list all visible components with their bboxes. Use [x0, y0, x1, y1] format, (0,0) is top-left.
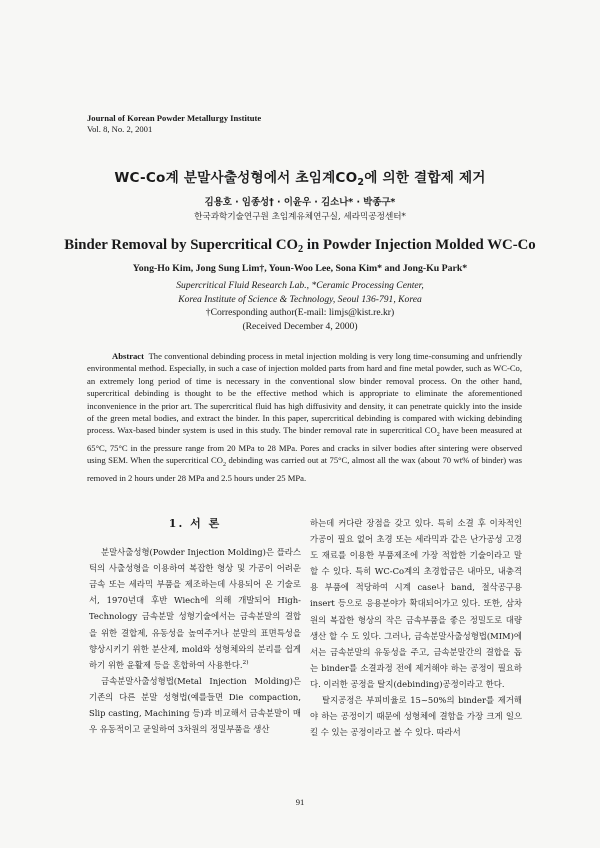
body-column-left — [89, 515, 301, 737]
english-title-pre: Binder Removal by Supercritical CO — [64, 237, 299, 253]
page-number: 91 — [295, 797, 305, 807]
korean-affiliation: 한국과학기술연구원 초임계유체연구실, 세라믹공정센터* — [194, 212, 406, 222]
english-title-sub: 2 — [298, 244, 304, 255]
abstract-heading: Abstract — [112, 351, 144, 361]
english-affiliation — [0, 279, 600, 333]
abstract-paragraph — [87, 350, 522, 484]
korean-authors: 김용호 · 임종성† · 이윤우 · 김소나* · 박종구* — [204, 197, 396, 208]
body-column-right — [310, 515, 522, 740]
abstract-text-1: The conventional debinding process in metal injection molding is very long time-consuming and unfriendly environmental method. Especially, in such a case of injection molded parts from hard and fine metal powder, such as WC-Co, an extremely long period of time is necessary in the conventional slow binder removal process. On the other hand, supercritical debinding is thought to be the effective method which is appropriate to eliminate the aforementioned inconvenience in the prior art. The supercritical fluid has high diffusivity and density, it can penetrate quickly into the inside of the green metal bodies, and extract the binder. In this paper, supercritical debinding is compared with wicking debinding process. Wax-based binder system is used in this study. The binder removal rate in supercritical CO — [87, 351, 522, 436]
korean-title-sub: 2 — [357, 177, 365, 188]
intro-paragraph-1-text: 분말사출성형(Powder Injection Molding)은 플라스틱의 사출성형을 이용하여 복잡한 형상 및 가공이 어려운 금속 또는 세라믹 부품을 제조하는데 사용되어 온 기술로서, 1970년대 후반 Wiech에 의해 개발되어 High-Technology 금속분말 성형기술에서는 금속분말의 결합을 위한 결합제, 유동성을 높여주거나 분말의 표면특성을 향상시키기 위한 분산제, mold와 성형체와의 분리를 쉽게 하기 위한 윤활제 등을 혼합하여 사용한다. — [89, 547, 301, 670]
affiliation-line-2: Korea Institute of Science & Technology, Seoul 136-791, Korea — [178, 293, 422, 305]
korean-title-pre: WC-Co계 분말사출성형에서 초임계CO — [114, 170, 358, 186]
journal-header — [87, 113, 261, 135]
journal-name: Journal of Korean Powder Metallurgy Institute — [87, 113, 262, 123]
right-paragraph-1: 하는데 커다란 장점을 갖고 있다. 특히 소결 후 이차적인 가공이 필요 없어 초경 또는 세라믹과 같은 난가공성 고경도 재료를 이용한 부품제조에 가장 적합한 기술이라고 말할 수 있다. 특히 WC-Co계의 초경합금은 내마모, 내충격용 부품에 적당하여 시계 case나 band, 절삭공구용 insert 등으로 응용분야가 확대되어가고 있다. 또한, 삼차원의 복잡한 형상의 작은 금속부품을 좋은 정밀도로 대량생산 할 수 도 있다. 그러나, 금속분말사출성형법(MIM)에서는 금속분말의 유동성을 주고, 금속분말간의 결합을 돕는 binder를 소결과정 전에 제거해야 하는 공정이 필요하다. 이러한 공정을 탈지(debinding)공정이라고 한다. — [310, 518, 522, 689]
abstract — [87, 350, 522, 484]
english-title-post: in Powder Injection Molded WC-Co — [303, 237, 536, 253]
right-paragraph-2: 탈지공정은 부피비율로 15~50%의 binder를 제거해야 하는 공정이기 때문에 성형체에 결함을 가장 크게 일으킬 수 있는 공정이라고 볼 수 있다. 따라서 — [310, 695, 522, 738]
journal-volume: Vol. 8, No. 2, 2001 — [87, 124, 153, 134]
english-title — [0, 237, 600, 255]
reference-marker: 2) — [242, 659, 249, 666]
korean-title-post: 에 의한 결합제 제거 — [364, 170, 486, 186]
abstract-sub-2: 2 — [223, 462, 227, 469]
abstract-text-3: debinding was carried out at 75°C, almost all the wax (about 70 wt% of binder) was removed in 2 hours under 28 MPa and 2.5 hours under 25 MPa. — [87, 455, 522, 483]
korean-title — [0, 166, 600, 188]
section-heading-introduction: 1. 서 론 — [168, 517, 222, 530]
corresponding-author: †Corresponding author(E-mail: limjs@kist.re.kr) — [205, 307, 395, 318]
affiliation-line-1: Supercritical Fluid Research Lab., *Ceramic Processing Center, — [176, 280, 424, 291]
received-date: (Received December 4, 2000) — [242, 320, 358, 332]
english-authors: Yong-Ho Kim, Jong Sung Lim†, Youn-Woo Lee, Sona Kim* and Jong-Ku Park* — [132, 263, 468, 274]
intro-paragraph-2: 금속분말사출성형법(Metal Injection Molding)은 기존의 다른 분말 성형법(예를들면 Die compaction, Slip casting, Machining 등)과 비교해서 금속분말이 매우 유동적이고 균일하여 3차원의 정밀부품을 생산 — [89, 675, 301, 735]
abstract-text-2: have been measured at 65°C, 75°C in the pressure range from 20 MPa to 28 MPa. Pores and cracks in silver bodies after sintering were observed using SEM. When the supercritical CO — [87, 425, 522, 466]
abstract-sub-1: 2 — [436, 432, 440, 439]
intro-paragraph-1 — [89, 544, 301, 673]
